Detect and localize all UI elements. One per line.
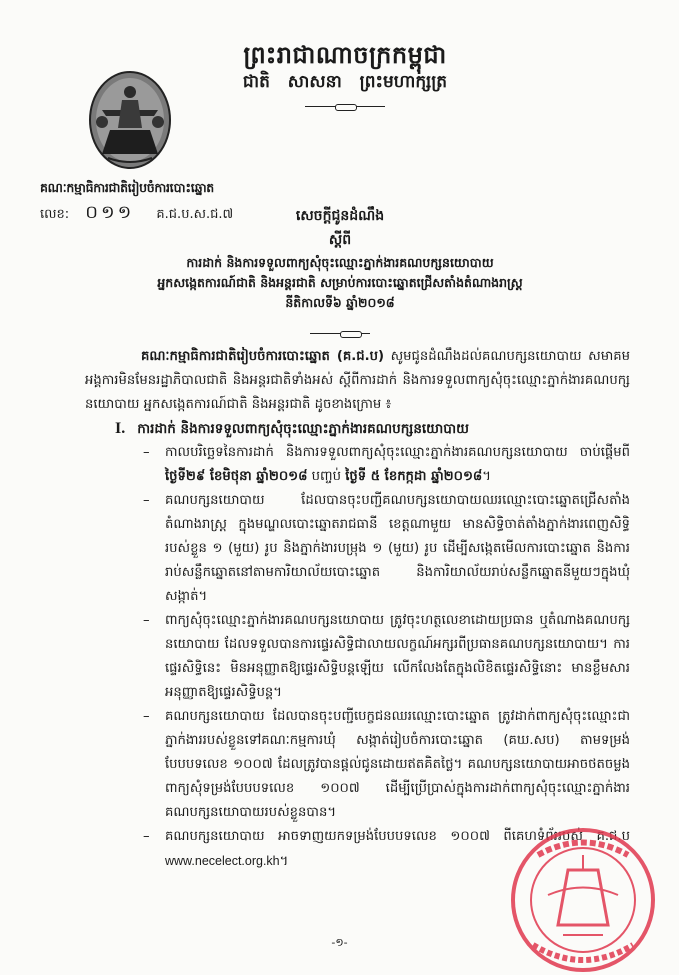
subject-line-1: ការដាក់ និងការទទួលពាក្យសុំចុះឈ្មោះភ្នាក់ងារគណបក្សនយោបាយ — [186, 255, 494, 270]
item-text: គណបក្សនយោបាយ អាចទាញយកទម្រង់បែបបទលេខ ១០០៧ ពីគេហទំព័ររបស់ គ.ជ.ប — [165, 829, 630, 844]
official-seal-icon — [508, 825, 658, 975]
item-text: កាលបរិច្ឆេទនៃការដាក់ និងការទទួលពាក្យសុំចុះឈ្មោះភ្នាក់ងារគណបក្សនយោបាយ ចាប់ផ្តើមពី — [165, 445, 630, 460]
item-text: គណបក្សនយោបាយ ដែលបានចុះបញ្ជីគណបក្សនយោបាយឈរឈ្មោះបោះឆ្នោតជ្រើសតាំងតំណាងរាស្ត្រ ក្នុងមណ្ឌលបោះឆ្នោតរាជធានី ខេត្តណាមួយ មានសិទ្ធិចាត់តាំងភ្នាក់ងារពេញសិទ្ធិរបស់ខ្លួន ១ (មួយ) រូប និងភ្នាក់ងារបម្រុង ១ (មួយ) រូប ដើម្បីសង្កេតមើលការបោះឆ្នោត និងការរាប់សន្លឹកឆ្នោតនៅតាមការិយាល័យបោះឆ្នោត និងការិយាល័យរាប់សន្លឹកឆ្នោតនីមួយៗក្នុងឃុំ សង្កាត់។ — [165, 493, 630, 604]
list-item — [165, 441, 630, 489]
nec-emblem-icon — [88, 70, 172, 170]
notice-body — [85, 345, 630, 874]
intro-paragraph — [85, 345, 630, 417]
intro-org-name: គណៈកម្មាធិការជាតិរៀបចំការបោះឆ្នោត (គ.ជ.ប) — [141, 349, 385, 364]
about-label: ស្តីពី — [328, 232, 352, 248]
kingdom-title: ព្រះរាជាណាចក្រកម្ពុជា — [243, 41, 447, 69]
item-text: ។ — [279, 854, 289, 869]
start-date: ថ្ងៃទី២៩ ខែមិថុនា ឆ្នាំ២០១៨ — [165, 469, 308, 484]
ref-label: លេខ: — [40, 207, 70, 222]
item-text: គណបក្សនយោបាយ ដែលបានចុះបញ្ជីបេក្ខជនឈរឈ្មោះបោះឆ្នោត ត្រូវដាក់ពាក្យសុំចុះឈ្មោះជាភ្នាក់ងាររបស់ខ្លួនទៅគណៈកម្មការឃុំ សង្កាត់រៀបចំការបោះឆ្នោត (គឃ.សប) តាមទម្រង់បែបបទលេខ ១០០៧ ដែលត្រូវបានផ្តល់ជូនដោយឥតគិតថ្លៃ។ គណបក្សនយោបាយអាចថតចម្លងពាក្យសុំទម្រង់បែបបទលេខ ១០០៧ ដើម្បីប្រើប្រាស់ក្នុងការដាក់ពាក្យសុំចុះឈ្មោះភ្នាក់ងារគណបក្សនយោបាយរបស់ខ្លួនបាន។ — [165, 709, 630, 820]
section-title: ការដាក់ និងការទទួលពាក្យសុំចុះឈ្មោះភ្នាក់ងារគណបក្សនយោបាយ — [137, 421, 470, 437]
intro-text: សូមជូនដំណឹងដល់គណបក្សនយោបាយ សមាគម អង្គការមិនមែនរដ្ឋាភិបាលជាតិ និងអន្តរជាតិទាំងអស់ ស្តីពីការដាក់ និងការទទួលពាក្យសុំចុះឈ្មោះភ្នាក់ងារគណបក្សនយោបាយ អ្នកសង្កេតការណ៍ជាតិ និងអន្តរជាតិ ដូចខាងក្រោម ៖ — [85, 349, 631, 412]
issuing-organization: គណៈកម្មាធិការជាតិរៀបចំការបោះឆ្នោត — [40, 180, 214, 195]
divider-ornament-icon — [310, 331, 370, 337]
list-item — [165, 609, 630, 705]
notice-items-list — [85, 441, 630, 874]
website-link[interactable]: www.necelect.org.kh — [165, 854, 280, 868]
section-heading — [115, 417, 630, 441]
item-text: ។ — [482, 469, 491, 484]
page-number: -១- — [331, 936, 348, 949]
national-motto: ជាតិ សាសនា ព្រះមហាក្សត្រ — [242, 72, 448, 92]
notice-title-block — [120, 205, 560, 337]
list-item — [165, 489, 630, 609]
item-text: ពាក្យសុំចុះឈ្មោះភ្នាក់ងារគណបក្សនយោបាយ ត្រូវចុះហត្ថលេខាដោយប្រធាន ឬតំណាងគណបក្សនយោបាយ ដែលទទួលបានការផ្ទេរសិទ្ធិជាលាយលក្ខណ៍អក្សរពីប្រធានគណបក្សនយោបាយ។ ការផ្ទេរសិទ្ធិនេះ មិនអនុញ្ញាតឱ្យផ្ទេរសិទ្ធិបន្តឡើយ លើកលែងតែក្នុងលិខិតផ្ទេរសិទ្ធិនោះ មានខ្លឹមសារអនុញ្ញាតឱ្យផ្ទេរសិទ្ធិបន្ត។ — [165, 613, 630, 700]
divider-ornament-icon — [305, 104, 385, 110]
ref-number: ០១១ — [85, 202, 135, 222]
end-date: ថ្ងៃទី ៥ ខែកក្កដា ឆ្នាំ២០១៨ — [345, 469, 483, 484]
section-numeral: I. — [115, 420, 126, 437]
subject-line-3: នីតិកាលទី៦ ឆ្នាំ២០១៨ — [285, 295, 395, 310]
doc-type: សេចក្តីជូនដំណឹង — [295, 208, 385, 224]
subject-line-2: អ្នកសង្កេតការណ៍ជាតិ និងអន្តរជាតិ សម្រាប់ការបោះឆ្នោតជ្រើសតាំងតំណាងរាស្ត្រ — [157, 275, 523, 290]
ref-code: គ.ជ.ប.ស.ជ.៧ — [156, 207, 234, 222]
kingdom-header — [200, 40, 490, 110]
list-item — [165, 705, 630, 825]
item-text: បញ្ចប់ — [307, 469, 341, 484]
